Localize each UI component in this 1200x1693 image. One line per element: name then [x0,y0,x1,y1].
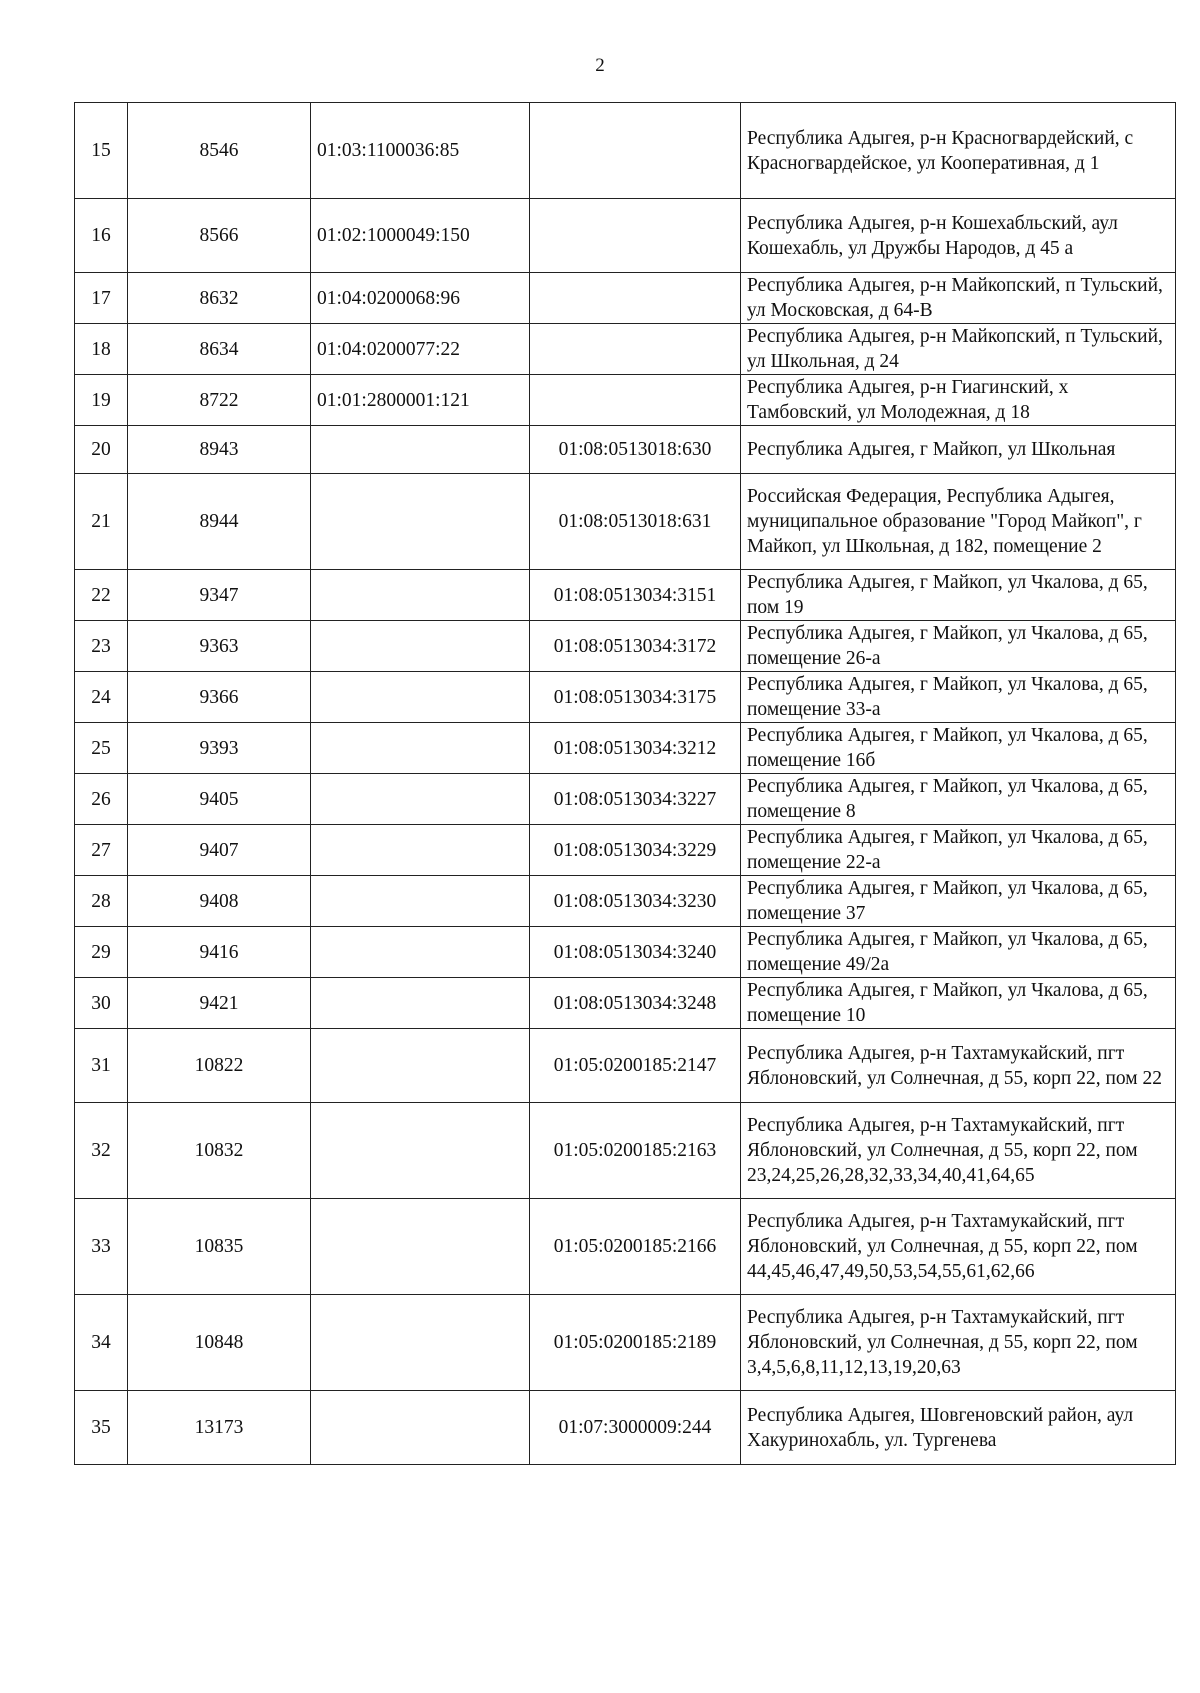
row-number: 22 [75,570,128,621]
cadastral-number-premises: 01:08:0513034:3240 [530,927,741,978]
cadastral-number-land [311,1295,530,1391]
object-id: 10822 [128,1029,311,1103]
object-id: 9421 [128,978,311,1029]
object-id: 9416 [128,927,311,978]
table-row [75,199,1176,273]
cadastral-number-land [311,723,530,774]
cadastral-number-land [311,1199,530,1295]
cadastral-number-premises [530,199,741,273]
row-number: 18 [75,324,128,375]
cadastral-number-premises: 01:08:0513034:3230 [530,876,741,927]
row-number: 19 [75,375,128,426]
cadastral-number-land [311,570,530,621]
object-address: Республика Адыгея, р-н Тахтамукайский, пгт Яблоновский, ул Солнечная, д 55, корп 22, пом 23,24,25,26,28,32,33,34,40,41,64,65 [741,1103,1176,1199]
row-number: 15 [75,103,128,199]
object-id: 9393 [128,723,311,774]
table-row [75,672,1176,723]
table-row [75,723,1176,774]
table-row [75,621,1176,672]
row-number: 32 [75,1103,128,1199]
object-id: 8546 [128,103,311,199]
object-id: 9363 [128,621,311,672]
table-row [75,324,1176,375]
cadastral-number-premises: 01:07:3000009:244 [530,1391,741,1465]
row-number: 20 [75,426,128,474]
object-id: 8566 [128,199,311,273]
object-address: Республика Адыгея, р-н Гиагинский, х Тамбовский, ул Молодежная, д 18 [741,375,1176,426]
object-id: 10832 [128,1103,311,1199]
cadastral-number-land [311,672,530,723]
cadastral-number-premises: 01:08:0513034:3175 [530,672,741,723]
cadastral-number-land: 01:03:1100036:85 [311,103,530,199]
cadastral-number-land: 01:01:2800001:121 [311,375,530,426]
object-id: 13173 [128,1391,311,1465]
cadastral-number-land [311,474,530,570]
table-row [75,103,1176,199]
table-row [75,1103,1176,1199]
row-number: 31 [75,1029,128,1103]
row-number: 30 [75,978,128,1029]
page-number: 2 [595,55,605,76]
object-id: 8943 [128,426,311,474]
cadastral-number-land [311,1103,530,1199]
cadastral-number-premises [530,103,741,199]
cadastral-number-land [311,774,530,825]
object-address: Республика Адыгея, р-н Майкопский, п Тульский, ул Школьная, д 24 [741,324,1176,375]
row-number: 21 [75,474,128,570]
table-row [75,825,1176,876]
object-address: Республика Адыгея, р-н Кошехабльский, аул Кошехабль, ул Дружбы Народов, д 45 а [741,199,1176,273]
cadastral-number-land [311,426,530,474]
cadastral-number-land: 01:02:1000049:150 [311,199,530,273]
object-id: 8634 [128,324,311,375]
row-number: 17 [75,273,128,324]
row-number: 24 [75,672,128,723]
table-row [75,1295,1176,1391]
registry-body [75,103,1176,1465]
cadastral-number-land [311,876,530,927]
cadastral-number-land: 01:04:0200068:96 [311,273,530,324]
table-row [75,426,1176,474]
row-number: 26 [75,774,128,825]
cadastral-number-premises: 01:08:0513018:630 [530,426,741,474]
cadastral-number-premises: 01:08:0513034:3212 [530,723,741,774]
property-registry-table [74,102,1176,1465]
cadastral-number-premises [530,324,741,375]
object-address: Республика Адыгея, р-н Тахтамукайский, пгт Яблоновский, ул Солнечная, д 55, корп 22, пом 3,4,5,6,8,11,12,13,19,20,63 [741,1295,1176,1391]
object-address: Республика Адыгея, Шовгеновский район, аул Хакуринохабль, ул. Тургенева [741,1391,1176,1465]
cadastral-number-premises: 01:08:0513034:3151 [530,570,741,621]
cadastral-number-premises: 01:05:0200185:2189 [530,1295,741,1391]
table-row [75,978,1176,1029]
object-address: Республика Адыгея, р-н Тахтамукайский, пгт Яблоновский, ул Солнечная, д 55, корп 22, пом 44,45,46,47,49,50,53,54,55,61,62,66 [741,1199,1176,1295]
object-address: Республика Адыгея, г Майкоп, ул Чкалова, д 65, помещение 37 [741,876,1176,927]
row-number: 23 [75,621,128,672]
object-id: 9347 [128,570,311,621]
row-number: 28 [75,876,128,927]
object-address: Республика Адыгея, р-н Майкопский, п Тульский, ул Московская, д 64-В [741,273,1176,324]
cadastral-number-premises: 01:08:0513034:3227 [530,774,741,825]
cadastral-number-premises [530,375,741,426]
row-number: 34 [75,1295,128,1391]
table-row [75,474,1176,570]
object-address: Республика Адыгея, г Майкоп, ул Чкалова, д 65, пом 19 [741,570,1176,621]
object-id: 8632 [128,273,311,324]
cadastral-number-premises: 01:08:0513034:3172 [530,621,741,672]
cadastral-number-premises: 01:05:0200185:2166 [530,1199,741,1295]
object-id: 8944 [128,474,311,570]
cadastral-number-land [311,927,530,978]
object-address: Республика Адыгея, г Майкоп, ул Чкалова, д 65, помещение 8 [741,774,1176,825]
table-row [75,876,1176,927]
cadastral-number-land [311,978,530,1029]
object-id: 9405 [128,774,311,825]
object-address: Республика Адыгея, г Майкоп, ул Чкалова, д 65, помещение 26-а [741,621,1176,672]
table-row [75,273,1176,324]
row-number: 27 [75,825,128,876]
object-address: Республика Адыгея, г Майкоп, ул Чкалова, д 65, помещение 16б [741,723,1176,774]
object-id: 8722 [128,375,311,426]
cadastral-number-premises [530,273,741,324]
table-row [75,570,1176,621]
cadastral-number-premises: 01:08:0513034:3229 [530,825,741,876]
table-row [75,1029,1176,1103]
object-id: 9366 [128,672,311,723]
table-row [75,1199,1176,1295]
object-address: Республика Адыгея, г Майкоп, ул Чкалова, д 65, помещение 33-а [741,672,1176,723]
object-id: 10835 [128,1199,311,1295]
object-address: Республика Адыгея, г Майкоп, ул Чкалова, д 65, помещение 49/2а [741,927,1176,978]
object-address: Республика Адыгея, р-н Тахтамукайский, пгт Яблоновский, ул Солнечная, д 55, корп 22, пом 22 [741,1029,1176,1103]
row-number: 33 [75,1199,128,1295]
object-address: Республика Адыгея, г Майкоп, ул Чкалова, д 65, помещение 22-а [741,825,1176,876]
cadastral-number-land [311,621,530,672]
object-address: Республика Адыгея, г Майкоп, ул Чкалова, д 65, помещение 10 [741,978,1176,1029]
cadastral-number-land: 01:04:0200077:22 [311,324,530,375]
table-row [75,774,1176,825]
object-address: Российская Федерация, Республика Адыгея, муниципальное образование "Город Майкоп", г Майкоп, ул Школьная, д 182, помещение 2 [741,474,1176,570]
table-row [75,375,1176,426]
row-number: 25 [75,723,128,774]
cadastral-number-premises: 01:05:0200185:2163 [530,1103,741,1199]
cadastral-number-premises: 01:08:0513018:631 [530,474,741,570]
row-number: 16 [75,199,128,273]
row-number: 35 [75,1391,128,1465]
cadastral-number-land [311,825,530,876]
table-row [75,927,1176,978]
object-address: Республика Адыгея, г Майкоп, ул Школьная [741,426,1176,474]
cadastral-number-premises: 01:08:0513034:3248 [530,978,741,1029]
cadastral-number-premises: 01:05:0200185:2147 [530,1029,741,1103]
cadastral-number-land [311,1029,530,1103]
object-id: 9408 [128,876,311,927]
row-number: 29 [75,927,128,978]
table-row [75,1391,1176,1465]
cadastral-number-land [311,1391,530,1465]
object-id: 10848 [128,1295,311,1391]
object-id: 9407 [128,825,311,876]
object-address: Республика Адыгея, р-н Красногвардейский, с Красногвардейское, ул Кооперативная, д 1 [741,103,1176,199]
